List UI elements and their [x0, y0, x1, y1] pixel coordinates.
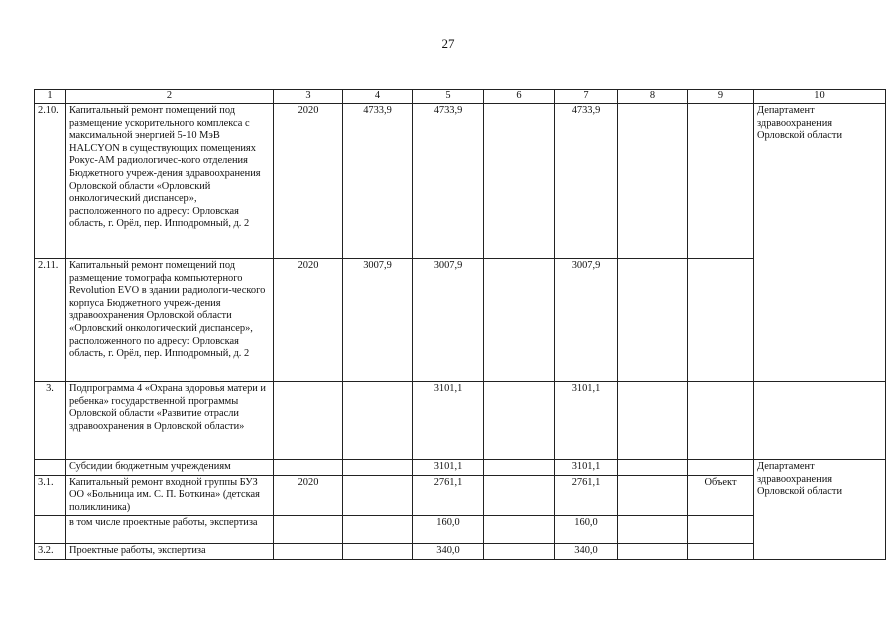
row-name: в том числе проектные работы, экспертиза [66, 516, 274, 544]
row-col7: 2761,1 [555, 475, 618, 516]
header-cell: 4 [343, 90, 413, 104]
row-col6 [484, 544, 555, 560]
row-col6 [484, 516, 555, 544]
header-cell: 6 [484, 90, 555, 104]
responsible-department: Департамент здравоохранения Орловской области [754, 460, 886, 560]
row-col8 [618, 544, 688, 560]
row-col4 [343, 382, 413, 460]
row-col6 [484, 460, 555, 476]
header-cell: 9 [688, 90, 754, 104]
header-cell: 2 [66, 90, 274, 104]
row-number: 3.1. [35, 475, 66, 516]
row-col9 [688, 382, 754, 460]
table-header-row [35, 90, 886, 104]
row-col7: 160,0 [555, 516, 618, 544]
row-col5: 3007,9 [413, 259, 484, 382]
row-col4 [343, 460, 413, 476]
responsible-department: Департамент здравоохранения Орловской области [754, 104, 886, 382]
header-cell: 10 [754, 90, 886, 104]
row-col4 [343, 544, 413, 560]
row-col9 [688, 460, 754, 476]
row-col4 [343, 475, 413, 516]
program-table [34, 89, 886, 560]
row-col4 [343, 516, 413, 544]
row-col6 [484, 382, 555, 460]
table-row [35, 382, 886, 460]
row-col10 [754, 382, 886, 460]
table-row [35, 104, 886, 259]
row-year: 2020 [274, 104, 343, 259]
row-year [274, 516, 343, 544]
row-col8 [618, 259, 688, 382]
row-col9 [688, 259, 754, 382]
row-col5: 2761,1 [413, 475, 484, 516]
row-col6 [484, 104, 555, 259]
row-col8 [618, 460, 688, 476]
row-col5: 3101,1 [413, 460, 484, 476]
header-cell: 5 [413, 90, 484, 104]
row-col5: 340,0 [413, 544, 484, 560]
row-col8 [618, 516, 688, 544]
page-number: 27 [441, 36, 455, 51]
row-col5: 160,0 [413, 516, 484, 544]
row-number: 3.2. [35, 544, 66, 560]
row-year [274, 544, 343, 560]
row-year [274, 382, 343, 460]
row-col7: 3101,1 [555, 460, 618, 476]
row-col4: 4733,9 [343, 104, 413, 259]
header-cell: 7 [555, 90, 618, 104]
row-number [35, 516, 66, 544]
row-col7: 4733,9 [555, 104, 618, 259]
header-cell: 1 [35, 90, 66, 104]
header-cell: 8 [618, 90, 688, 104]
row-col7: 3007,9 [555, 259, 618, 382]
row-name: Капитальный ремонт помещений под размещение томографа компьютерного Revolution EVO в здании радиологи-ческого корпуса Бюджетного учреж-дения здравоохранения Орловской области «Орловский онкологический диспансер», расположенного по адресу: Орловская область, г. Орёл, пер. Ипподромный, д. 2 [66, 259, 274, 382]
row-col9 [688, 104, 754, 259]
row-year: 2020 [274, 259, 343, 382]
row-name: Капитальный ремонт помещений под размещение ускорительного комплекса с максимальной энергией 5-10 МэВ HALCYON в существующих помещениях Рокус-АМ радиологичес-кого отделения Бюджетного учреж-дения здравоохранения Орловской области «Орловский онкологический диспансер», расположенного по адресу: Орловская область, г. Орёл, пер. Ипподромный, д. 2 [66, 104, 274, 259]
header-cell: 3 [274, 90, 343, 104]
row-col9: Объект [688, 475, 754, 516]
row-col4: 3007,9 [343, 259, 413, 382]
row-number: 2.11. [35, 259, 66, 382]
row-col9 [688, 544, 754, 560]
row-name: Капитальный ремонт входной группы БУЗ ОО «Больница им. С. П. Боткина» (детская поликлиника) [66, 475, 274, 516]
row-name: Субсидии бюджетным учреждениям [66, 460, 274, 476]
row-col6 [484, 475, 555, 516]
row-col9 [688, 516, 754, 544]
row-col6 [484, 259, 555, 382]
row-number: 3. [35, 382, 66, 460]
row-number [35, 460, 66, 476]
row-number: 2.10. [35, 104, 66, 259]
row-col5: 3101,1 [413, 382, 484, 460]
row-year: 2020 [274, 475, 343, 516]
table-row [35, 460, 886, 476]
row-col7: 340,0 [555, 544, 618, 560]
row-col8 [618, 382, 688, 460]
row-year [274, 460, 343, 476]
row-name: Подпрограмма 4 «Охрана здоровья матери и ребенка» государственной программы Орловской области «Развитие отрасли здравоохранения в Орловской области» [66, 382, 274, 460]
row-col7: 3101,1 [555, 382, 618, 460]
row-col8 [618, 475, 688, 516]
row-col5: 4733,9 [413, 104, 484, 259]
row-col8 [618, 104, 688, 259]
row-name: Проектные работы, экспертиза [66, 544, 274, 560]
